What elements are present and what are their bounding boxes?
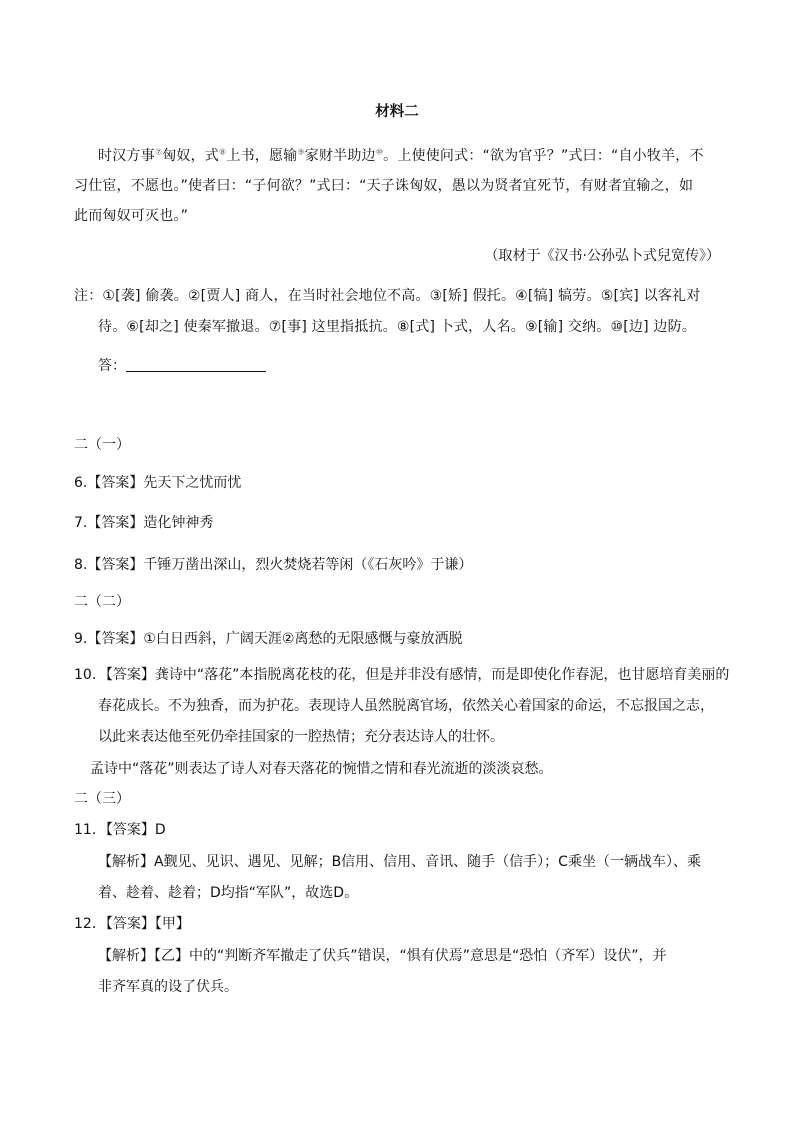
section-heading: 二（三） bbox=[74, 791, 130, 807]
answer-label: 答： bbox=[98, 358, 126, 374]
answer-12-explanation-2: 非齐军真的设了伏兵。 bbox=[98, 979, 238, 995]
material-title: 材料二 bbox=[375, 104, 419, 120]
answer-10-line-3: 以此来表达他至死仍牵挂国家的一腔热情；充分表达诗人的壮怀。 bbox=[98, 729, 504, 745]
passage-text: 上书，愿输 bbox=[226, 148, 298, 164]
answer-12: 12．【答案】【甲】 bbox=[74, 916, 190, 932]
answer-8: 8.【答案】千锤万凿出深山，烈火焚烧若等闲（《石灰吟》于谦） bbox=[74, 557, 473, 573]
answer-10-line-4: 孟诗中“落花”则表达了诗人对春天落花的惋惜之情和春光流逝的淡淡哀愁。 bbox=[90, 761, 553, 777]
section-heading: 二（二） bbox=[74, 594, 130, 610]
answer-10-line-2: 春花成长。不为独香，而为护花。表现诗人虽然脱离官场，依然关心着国家的命运，不忘报国之志， bbox=[98, 698, 714, 714]
answer-7: 7.【答案】造化钟神秀 bbox=[74, 515, 214, 531]
answer-11: 11．【答案】D bbox=[74, 822, 166, 838]
answer-row bbox=[98, 355, 266, 375]
footnote-mark: ⑨ bbox=[297, 147, 305, 157]
passage-text: 。上使使问式：“欲为官乎？”式曰：“自小牧羊，不 bbox=[383, 148, 704, 164]
answer-12-explanation-1: 【解析】【乙】中的“判断齐军撤走了伏兵”错误，“惧有伏焉”意思是“恐怕（齐军）设伏”，并 bbox=[98, 948, 667, 964]
passage-line-2: 习仕宦，不愿也。”使者曰：“子何欲？”式曰：“天子诛匈奴，愚以为贤者宜死节，有财者宜输之，如 bbox=[74, 178, 694, 194]
answer-11-explanation-1: 【解析】A觐见、见识、遇见、见解；B信用、信用、音讯、随手（信手）；C乘坐（一辆战车）、乘 bbox=[98, 854, 701, 870]
footnote-mark: ⑧ bbox=[219, 147, 227, 157]
answer-11-explanation-2: 着、趁着、趁着；D均指“军队”，故选D。 bbox=[98, 885, 359, 901]
passage-text: 家财半助边 bbox=[304, 148, 376, 164]
answer-6: 6.【答案】先天下之忧而忧 bbox=[74, 475, 242, 491]
notes-line-2: 待。⑥[却之] 使秦军撤退。⑦[事] 这里指抵抗。⑧[式] 卜式，人名。⑨[输] 交纳。⑩[边] 边防。 bbox=[98, 319, 697, 335]
passage-line-3: 此而匈奴可灭也。” bbox=[74, 208, 189, 224]
notes-line-1: 注：①[袭] 偷袭。②[贾人] 商人，在当时社会地位不高。③[矫] 假托。④[犒] 犒劳。⑤[宾] 以客礼对 bbox=[74, 288, 701, 304]
section-heading: 二（一） bbox=[74, 437, 130, 453]
passage-source: （取材于《汉书·公孙弘卜式兒宽传》） bbox=[484, 248, 720, 264]
footnote-mark: ⑩ bbox=[375, 147, 384, 157]
answer-10-line-1: 10．【答案】龚诗中“落花”本指脱离花枝的花，但是并非没有感情，而是即使化作春泥，也甘愿培育美丽的 bbox=[74, 667, 730, 683]
answer-blank[interactable] bbox=[126, 357, 266, 372]
footnote-mark: ⑦ bbox=[154, 147, 163, 157]
passage-line-1 bbox=[98, 145, 704, 165]
passage-text: 匈奴，式 bbox=[162, 148, 219, 164]
answer-9: 9.【答案】①白日西斜，广阔天涯②离愁的无限感慨与豪放洒脱 bbox=[74, 631, 463, 647]
passage-text: 时汉方事 bbox=[98, 148, 155, 164]
